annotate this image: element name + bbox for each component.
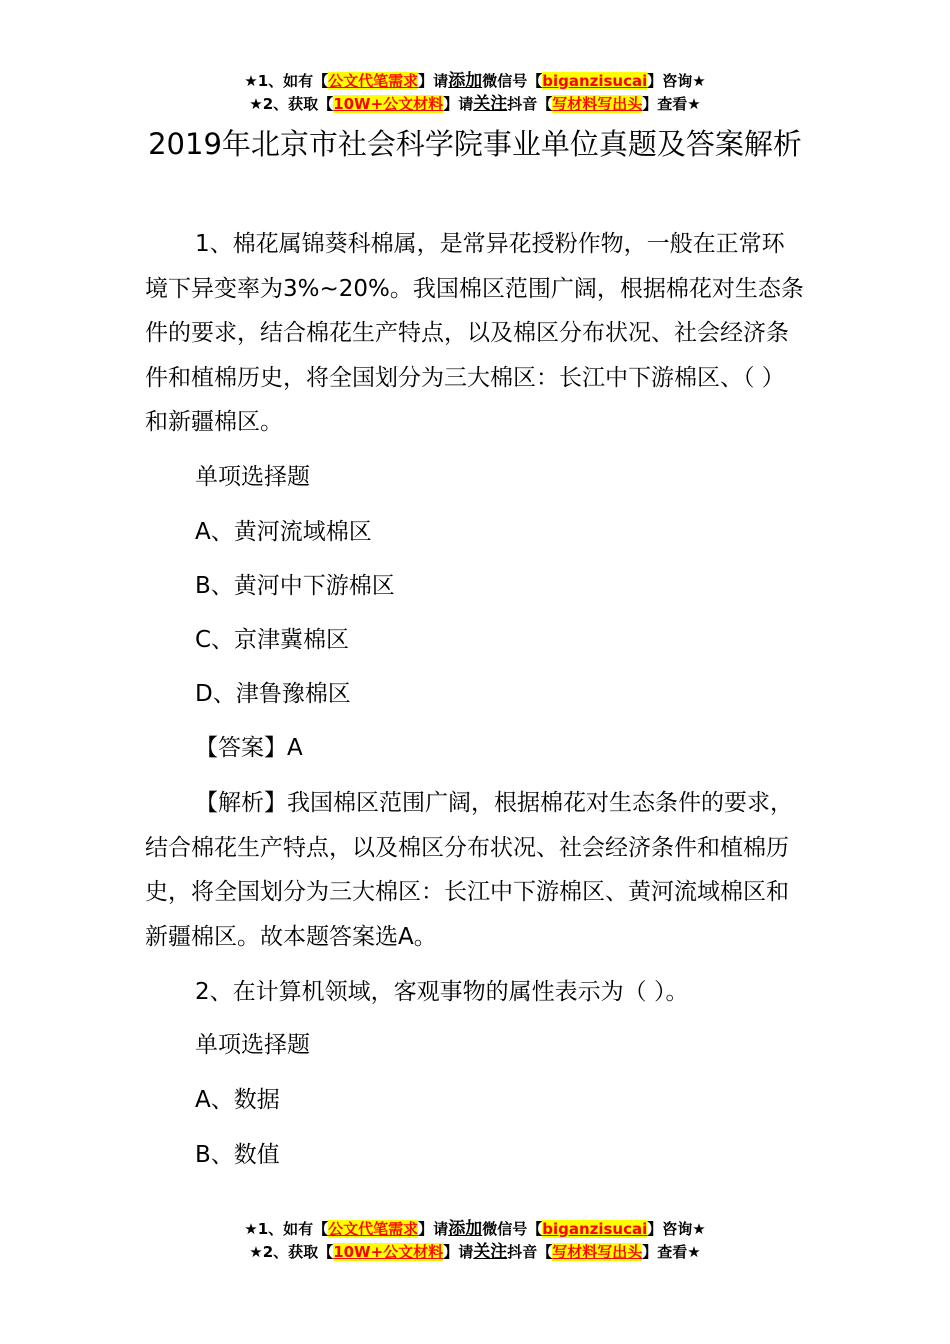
promo-text: 抖音【 xyxy=(507,95,553,113)
promo-emphasis: 关注 xyxy=(473,94,508,114)
question-1-type: 单项选择题 xyxy=(195,464,310,490)
promo-text: 】咨询★ xyxy=(647,1220,706,1238)
promo-header xyxy=(0,70,950,116)
promo-highlight: 公文代笔需求 xyxy=(328,72,419,90)
promo-highlight: 10W+公文材料 xyxy=(333,1243,444,1261)
question-2-stem: 2、在计算机领域，客观事物的属性表示为（ ）。 xyxy=(195,979,689,1005)
question-1-option-a: A、黄河流域棉区 xyxy=(195,519,372,545)
promo-text: 微信号【 xyxy=(482,1220,543,1238)
promo-line-2 xyxy=(0,93,950,116)
promo-text: 微信号【 xyxy=(482,72,543,90)
promo-text: ★2、获取【 xyxy=(249,1243,334,1261)
question-1-stem: 1、棉花属锦葵科棉属，是常异花授粉作物，一般在正常环境下异变率为3%~20%。我国棉区范围广阔，根据棉花对生态条件的要求，结合棉花生产特点，以及棉区分布状况、社会经济条件和植棉历史，将全国划分为三大棉区：长江中下游棉区、（ ）和新疆棉区。 xyxy=(145,231,804,435)
question-1-analysis: 【解析】我国棉区范围广阔，根据棉花对生态条件的要求，结合棉花生产特点，以及棉区分布状况、社会经济条件和植棉历史，将全国划分为三大棉区：长江中下游棉区、黄河流域棉区和新疆棉区。故本题答案选A。 xyxy=(145,790,793,950)
question-2-option-b: B、数值 xyxy=(195,1142,280,1168)
question-1-answer: 【答案】A xyxy=(195,735,303,761)
question-1-option-c: C、京津冀棉区 xyxy=(195,627,350,653)
promo-text: 】请 xyxy=(418,1220,449,1238)
promo-footer xyxy=(0,1218,950,1264)
promo-text: ★1、如有【 xyxy=(244,72,329,90)
promo-emphasis: 添加 xyxy=(448,71,483,91)
question-1-option-d: D、津鲁豫棉区 xyxy=(195,681,351,707)
promo-text: ★1、如有【 xyxy=(244,1220,329,1238)
promo-wechat-id: biganzisucai xyxy=(542,72,648,90)
question-2-option-a: A、数据 xyxy=(195,1087,280,1113)
promo-line-2 xyxy=(0,1241,950,1264)
promo-text: 抖音【 xyxy=(507,1243,553,1261)
promo-highlight: 公文代笔需求 xyxy=(328,1220,419,1238)
promo-douyin-id: 写材料写出头 xyxy=(552,95,643,113)
promo-emphasis: 关注 xyxy=(473,1242,508,1262)
promo-emphasis: 添加 xyxy=(448,1219,483,1239)
promo-text: 】请 xyxy=(443,95,474,113)
question-1-option-b: B、黄河中下游棉区 xyxy=(195,573,395,599)
promo-text: 】请 xyxy=(443,1243,474,1261)
document-title: 2019年北京市社会科学院事业单位真题及答案解析 xyxy=(148,127,802,161)
promo-douyin-id: 写材料写出头 xyxy=(552,1243,643,1261)
promo-text: 】查看★ xyxy=(642,95,701,113)
promo-text: 】请 xyxy=(418,72,449,90)
promo-wechat-id: biganzisucai xyxy=(542,1220,648,1238)
promo-text: ★2、获取【 xyxy=(249,95,334,113)
promo-line-1 xyxy=(0,70,950,93)
promo-highlight: 10W+公文材料 xyxy=(333,95,444,113)
promo-text: 】咨询★ xyxy=(647,72,706,90)
promo-line-1 xyxy=(0,1218,950,1241)
promo-text: 】查看★ xyxy=(642,1243,701,1261)
question-2-type: 单项选择题 xyxy=(195,1032,310,1058)
